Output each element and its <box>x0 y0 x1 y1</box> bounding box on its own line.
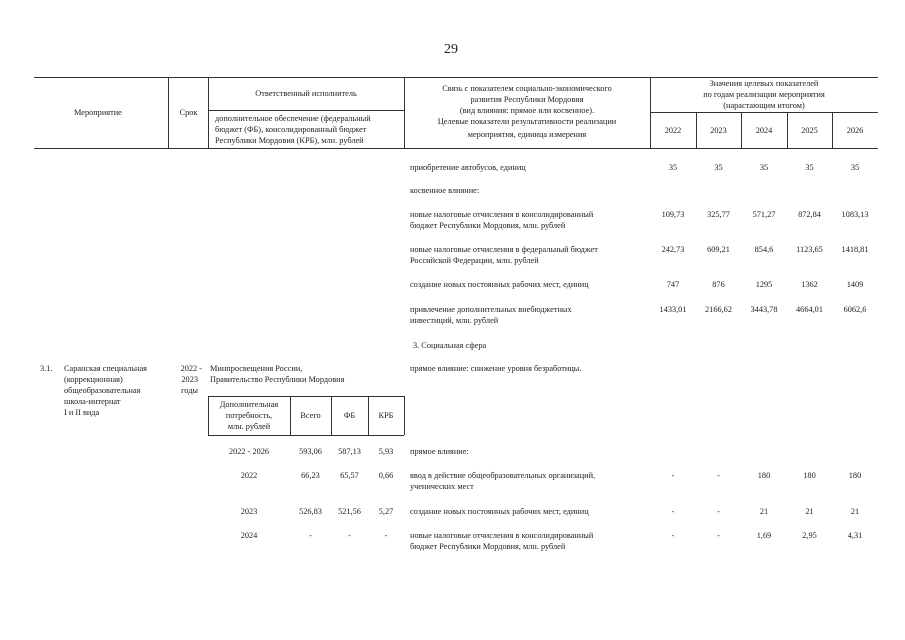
subtable-bottom-rule <box>208 435 404 436</box>
header-responsible: Ответственный исполнитель <box>255 89 357 98</box>
page-number: 29 <box>444 42 458 57</box>
header-link-line: (вид влияния: прямое или косвенное). <box>459 106 595 115</box>
indicator-value: 1083,13 <box>841 210 869 219</box>
header-targets-line: (нарастающим итогом) <box>723 101 805 110</box>
header-year: 2025 <box>801 126 818 135</box>
indicator-value: 4664,01 <box>796 305 823 314</box>
header-link-line: Целевые показатели результативности реализации <box>437 117 617 126</box>
indicator-value: 1409 <box>846 280 864 289</box>
item-name-line: (коррекционная) <box>64 375 123 384</box>
section-title: 3. Социальная сфера <box>413 341 487 350</box>
indicator-value: 109,73 <box>661 210 685 219</box>
funding-value: - <box>671 471 675 480</box>
funding-total: 66,23 <box>301 471 320 480</box>
funding-value: 4,31 <box>847 531 863 540</box>
item-name-line: школа-интернат <box>64 397 121 406</box>
subtable-need-line: Дополнительная <box>219 400 279 409</box>
indicator-value: 609,21 <box>707 245 730 254</box>
header-col-sep <box>208 77 209 148</box>
item-term-line: 2022 - <box>180 364 202 373</box>
indicator-value: 35 <box>805 163 814 172</box>
indicator-value: 2166,62 <box>705 305 732 314</box>
indicator-value: 325,77 <box>707 210 730 219</box>
funding-fb: 521,56 <box>338 507 361 516</box>
funding-krb: 5,27 <box>378 507 394 516</box>
funding-total: 593,06 <box>299 447 322 456</box>
indicator-value: 35 <box>668 163 678 172</box>
indicator-value: 6062,6 <box>843 305 867 314</box>
funding-label: новые налоговые отчисления в консолидированный <box>410 531 594 540</box>
indicator-label: Российской Федерации, млн. рублей <box>410 256 539 265</box>
indicator-value: 242,73 <box>661 245 685 254</box>
header-year: 2026 <box>846 126 864 135</box>
item-number: 3.1. <box>40 364 53 373</box>
indicator-value: 876 <box>712 280 725 289</box>
indicator-label: создание новых постоянных рабочих мест, единиц <box>410 280 589 289</box>
funding-value: - <box>717 507 720 516</box>
indicator-value: 1433,01 <box>659 305 687 314</box>
header-targets-rule <box>650 112 878 113</box>
funding-value: 1,69 <box>756 531 772 540</box>
item-responsible-line: Минпросвещения России, <box>210 364 303 373</box>
funding-fb: 65,57 <box>340 471 359 480</box>
header-year: 2024 <box>755 126 773 135</box>
funding-krb: - <box>384 531 388 540</box>
header-col-sep <box>168 77 169 148</box>
funding-value: 180 <box>803 471 816 480</box>
indicator-label: новые налоговые отчисления в федеральный бюджет <box>410 245 598 254</box>
funding-value: 21 <box>805 507 814 516</box>
funding-value: - <box>717 531 720 540</box>
subtable-total-header: Всего <box>300 411 321 420</box>
indicator-value: 872,84 <box>798 210 821 219</box>
funding-value: - <box>671 507 675 516</box>
indicator-value: 747 <box>666 280 680 289</box>
subtable-need-line: млн. рублей <box>227 422 271 431</box>
header-year: 2022 <box>664 126 682 135</box>
indicator-label: косвенное влияние: <box>410 186 480 195</box>
funding-period: 2022 - 2026 <box>228 447 270 456</box>
funding-label: ученических мест <box>410 482 474 491</box>
header-bottom-rule <box>34 148 878 149</box>
subtable-fb-header: ФБ <box>343 411 356 420</box>
item-impact: прямое влияние: снижение уровня безработицы. <box>410 364 582 373</box>
header-year: 2023 <box>710 126 727 135</box>
subtable-krb-header: КРБ <box>378 411 394 420</box>
indicator-value: 571,27 <box>752 210 776 219</box>
header-funding-line: Республики Мордовия (КРБ), млн. рублей <box>215 136 364 145</box>
funding-value: - <box>717 471 720 480</box>
indicator-label: приобретение автобусов, единиц <box>410 163 526 172</box>
subtable-need-line: потребность, <box>225 411 273 420</box>
funding-total: - <box>309 531 312 540</box>
header-targets-line: Значения целевых показателей <box>709 79 819 88</box>
indicator-value: 1418,81 <box>841 245 869 254</box>
funding-label: бюджет Республики Мордовия, млн. рублей <box>410 542 566 551</box>
funding-krb: 0,66 <box>378 471 394 480</box>
header-top-rule <box>34 77 878 78</box>
header-link-line: Связь с показателем социально-экономического <box>442 84 612 93</box>
indicator-label: бюджет Республики Мордовия, млн. рублей <box>410 221 566 230</box>
item-term-line: годы <box>181 386 198 395</box>
funding-period: 2023 <box>240 507 258 516</box>
indicator-value: 35 <box>850 163 860 172</box>
funding-value: 21 <box>850 507 860 516</box>
indicator-value: 3443,78 <box>750 305 778 314</box>
indicator-label: инвестиций, млн. рублей <box>410 316 499 325</box>
header-funding-line: бюджет (ФБ), консолидированный бюджет <box>215 125 367 134</box>
item-name-line: I и II вида <box>64 408 100 417</box>
indicator-value: 35 <box>759 163 769 172</box>
item-name-line: Саранская специальная <box>64 364 147 373</box>
funding-value: 21 <box>759 507 769 516</box>
header-targets-line: по годам реализации мероприятия <box>703 90 825 99</box>
header-funding-line: дополнительное обеспечение (федеральный <box>215 114 371 123</box>
funding-label: прямое влияние: <box>410 447 469 456</box>
indicator-label: привлечение дополнительных внебюджетных <box>410 305 572 314</box>
subtable-col-sep <box>404 396 405 435</box>
funding-fb: - <box>348 531 351 540</box>
funding-label: создание новых постоянных рабочих мест, единиц <box>410 507 589 516</box>
funding-value: - <box>671 531 675 540</box>
indicator-value: 1362 <box>801 280 818 289</box>
funding-total: 526,83 <box>299 507 322 516</box>
header-term: Срок <box>179 108 198 117</box>
item-name-line: общеобразовательная <box>64 386 141 395</box>
indicator-value: 35 <box>714 163 723 172</box>
item-responsible-line: Правительство Республики Мордовия <box>210 375 345 384</box>
funding-period: 2022 <box>240 471 258 480</box>
header-link-line: развития Республики Мордовия <box>470 95 584 104</box>
funding-value: 180 <box>757 471 771 480</box>
indicator-value: 854,6 <box>754 245 774 254</box>
header-link-line: мероприятия, единица измерения <box>467 130 587 139</box>
indicator-value: 1295 <box>755 280 773 289</box>
funding-value: 180 <box>848 471 862 480</box>
funding-period: 2024 <box>240 531 258 540</box>
indicator-value: 1123,65 <box>796 245 823 254</box>
subtable-top-rule <box>208 396 404 397</box>
indicator-label: новые налоговые отчисления в консолидированный <box>410 210 594 219</box>
header-responsible-rule <box>208 110 404 111</box>
item-term-line: 2023 <box>181 375 198 384</box>
header-event: Мероприятие <box>74 108 122 117</box>
funding-fb: 587,13 <box>338 447 361 456</box>
funding-krb: 5,93 <box>378 447 394 456</box>
funding-label: ввод в действие общеобразовательных организаций, <box>410 471 596 480</box>
funding-value: 2,95 <box>802 531 817 540</box>
